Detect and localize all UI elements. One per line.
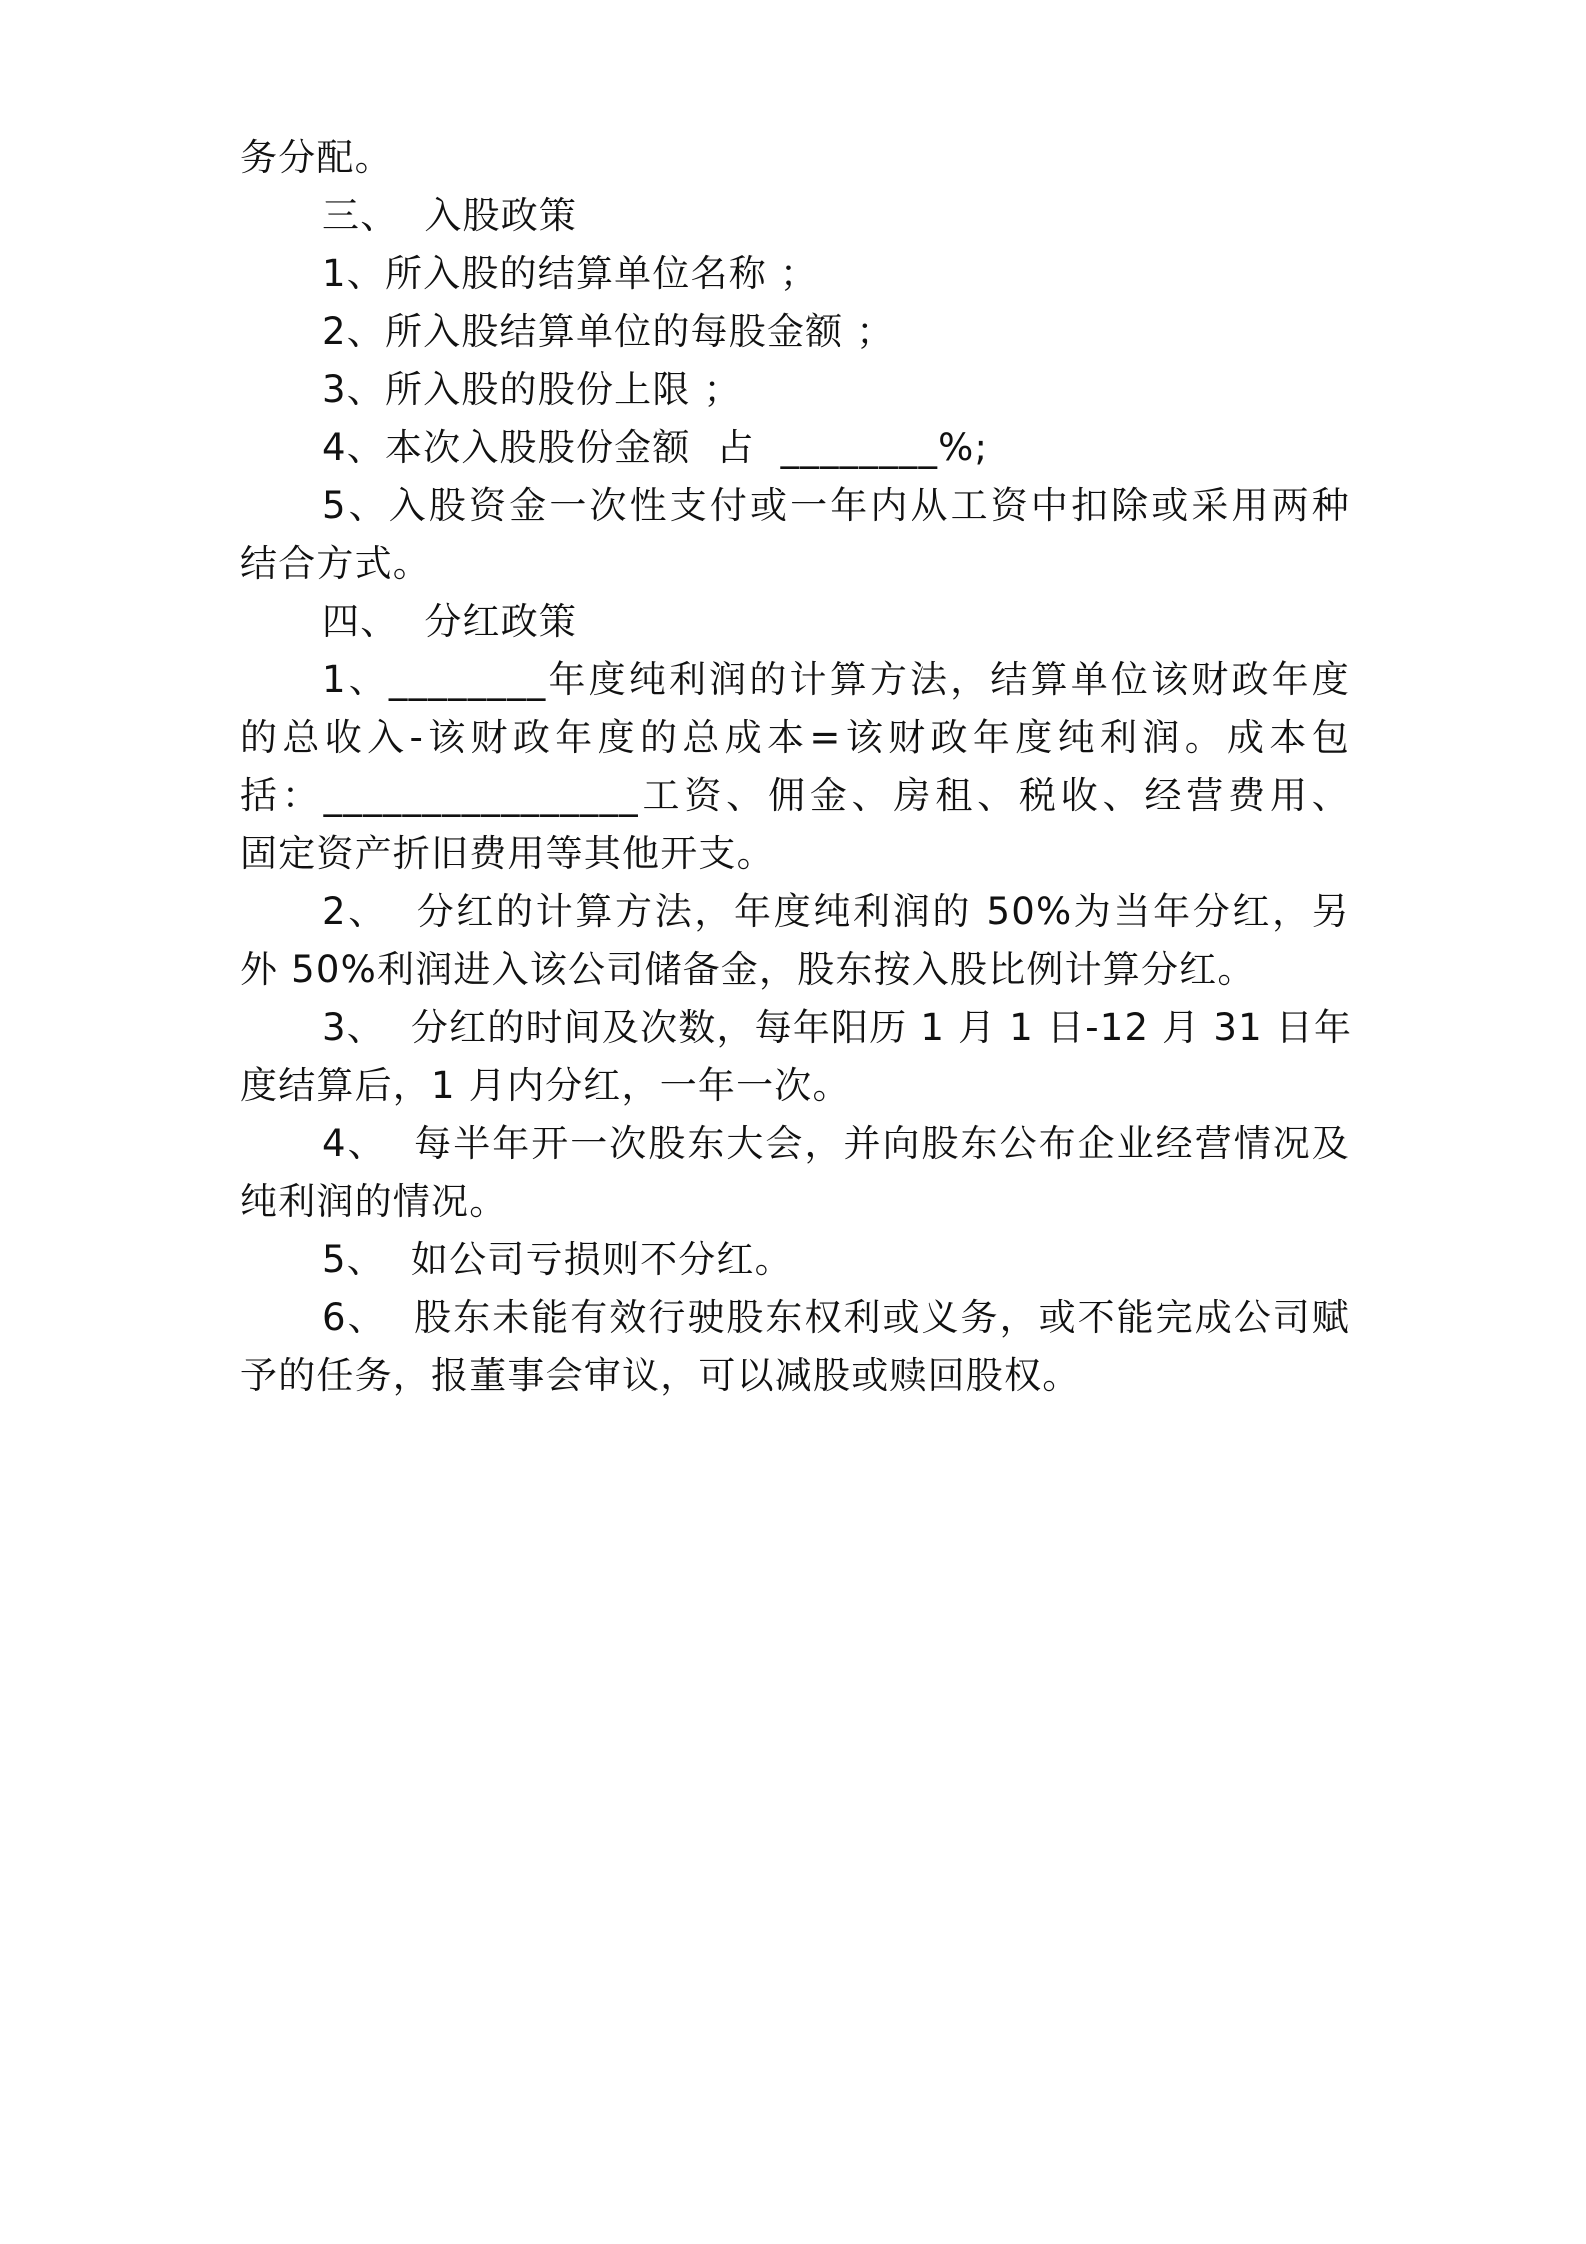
section-heading-3: 三、 入股政策 — [322, 194, 578, 237]
clause-line-4-1-cont-c: 固定资产折旧费用等其他开支。 — [240, 832, 775, 875]
clause-line-4-1-cont-b: 括：________________工资、佣金、房租、税收、经营费用、 — [240, 774, 1350, 817]
clause-line-3-3: 3、所入股的股份上限 ； — [322, 368, 742, 411]
clause-line-4-6: 6、 股东未能有效行驶股东权利或义务，或不能完成公司赋 — [322, 1296, 1350, 1339]
clause-line-4-4-cont: 纯利润的情况。 — [240, 1180, 508, 1223]
clause-line-3-4: 4、本次入股股份金额 占 ________%; — [322, 426, 989, 469]
paragraph-line-1: 务分配。 — [240, 136, 393, 179]
clause-line-4-6-cont: 予的任务，报董事会审议，可以减股或赎回股权。 — [240, 1354, 1081, 1397]
clause-line-4-4: 4、 每半年开一次股东大会，并向股东公布企业经营情况及 — [322, 1122, 1350, 1165]
clause-line-4-3-cont: 度结算后，1 月内分红，一年一次。 — [240, 1064, 851, 1107]
clause-line-3-2: 2、所入股结算单位的每股金额 ； — [322, 310, 895, 353]
clause-line-4-1: 1、________年度纯利润的计算方法，结算单位该财政年度 — [322, 658, 1350, 701]
clause-line-3-5-cont: 结合方式。 — [240, 542, 431, 585]
clause-line-4-2-cont: 外 50%利润进入该公司储备金，股东按入股比例计算分红。 — [240, 948, 1256, 991]
clause-line-3-5: 5、入股资金一次性支付或一年内从工资中扣除或采用两种 — [322, 484, 1350, 527]
clause-line-4-3: 3、 分红的时间及次数，每年阳历 1 月 1 日-12 月 31 日年 — [322, 1006, 1353, 1049]
clause-line-4-5: 5、 如公司亏损则不分红。 — [322, 1238, 793, 1281]
section-heading-4: 四、 分红政策 — [322, 600, 578, 643]
clause-line-4-1-cont-a: 的总收入-该财政年度的总成本=该财政年度纯利润。成本包 — [240, 716, 1350, 759]
clause-line-4-2: 2、 分红的计算方法，年度纯利润的 50%为当年分红，另 — [322, 890, 1350, 933]
clause-line-3-1: 1、所入股的结算单位名称 ； — [322, 252, 819, 295]
